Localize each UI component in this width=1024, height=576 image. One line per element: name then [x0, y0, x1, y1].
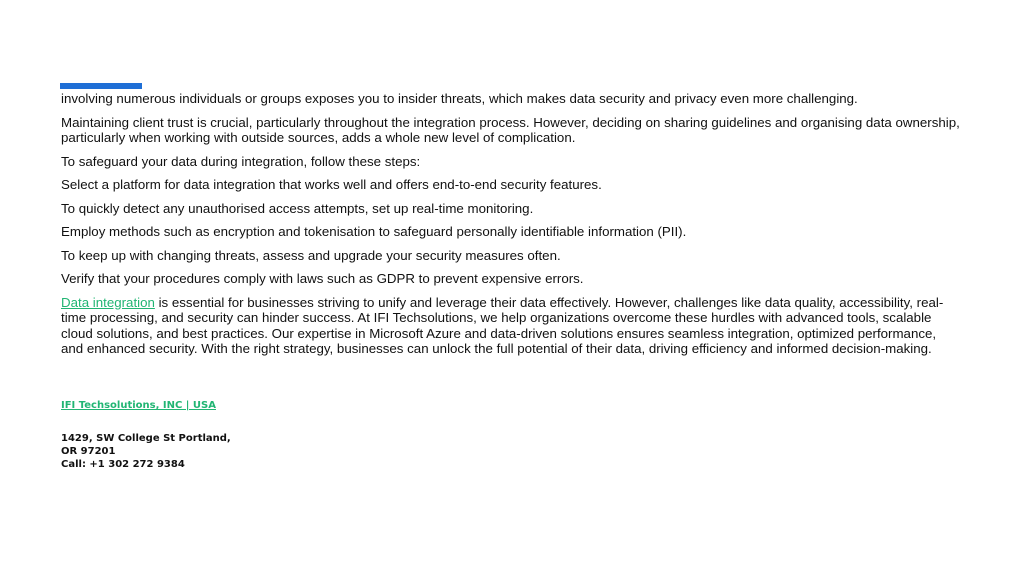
step-realtime-monitoring: To quickly detect any unauthorised access attempts, set up real-time monitoring. — [61, 200, 534, 216]
article-body — [61, 91, 961, 365]
step-select-platform: Select a platform for data integration that works well and offers end-to-end security features. — [61, 177, 602, 192]
step-encryption: Employ methods such as encryption and tokenisation to safeguard personally identifiable information (PII). — [61, 224, 687, 239]
accent-bar — [60, 83, 142, 89]
paragraph-insider-threats: involving numerous individuals or groups exposes you to insider threats, which makes data security and privacy even more challenging. — [61, 91, 858, 106]
address-city: OR 97201 — [61, 446, 116, 457]
paragraph-closing — [61, 295, 961, 357]
address-street: 1429, SW College St Portland, — [61, 433, 231, 444]
paragraph-steps-intro: To safeguard your data during integration, follow these steps: — [61, 153, 421, 169]
company-link[interactable]: IFI Techsolutions, INC | USA — [61, 400, 216, 411]
data-integration-link[interactable]: Data integration — [61, 294, 155, 310]
footer-contact — [61, 399, 231, 471]
paragraph-client-trust: Maintaining client trust is crucial, particularly throughout the integration process. However, deciding on sharing guidelines and organising data ownership, particularly when working with outside sources, adds a whole new level of complication. — [61, 114, 960, 145]
step-assess-upgrade: To keep up with changing threats, assess and upgrade your security measures often. — [61, 247, 561, 263]
phone-number: Call: +1 302 272 9384 — [61, 459, 185, 470]
closing-body-text: is essential for businesses striving to unify and leverage their data effectively. However, challenges like data quality, accessibility, real-time processing, and security can hinder success. At IFI Techsolutions, we help organizations overcome these hurdles with advanced tools, scalable cloud solutions, and best practices. Our expertise in Microsoft Azure and data-driven solutions ensures seamless integration, optimized performance, and enhanced security. With the right strategy, businesses can unlock the full potential of their data, driving efficiency and informed decision-making. — [61, 294, 944, 356]
step-compliance: Verify that your procedures comply with laws such as GDPR to prevent expensive errors. — [61, 271, 584, 286]
